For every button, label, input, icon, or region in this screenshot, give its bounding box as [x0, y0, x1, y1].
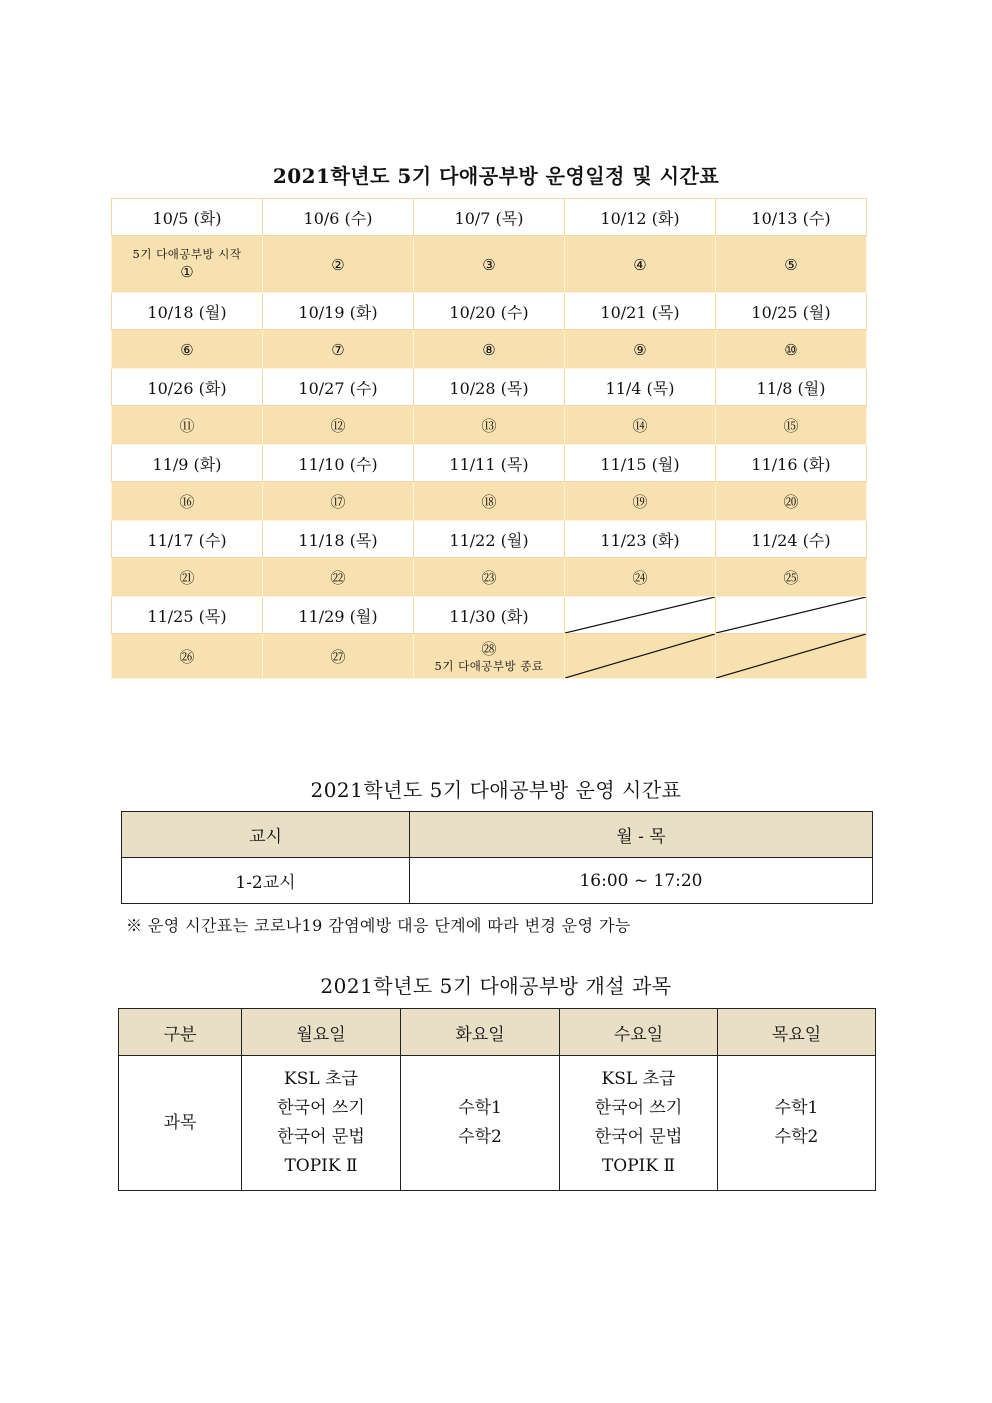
period-cell: 1-2교시 — [122, 858, 410, 904]
session-number: ㉑ — [179, 568, 195, 587]
diagonal-line — [565, 634, 715, 678]
time-table — [121, 811, 873, 904]
session-number: ③ — [482, 255, 496, 274]
date-cell: 11/15 (월) — [565, 445, 716, 482]
date-cell: 10/27 (수) — [263, 369, 414, 406]
session-row — [112, 558, 867, 597]
date-row — [112, 369, 867, 406]
tuesday-subjects — [401, 1056, 560, 1191]
date-cell: 11/30 (화) — [414, 597, 565, 634]
session-number: ㉒ — [330, 568, 346, 587]
session-number: ⑭ — [632, 416, 648, 435]
date-cell: 11/18 (목) — [263, 521, 414, 558]
date-cell: 11/24 (수) — [716, 521, 867, 558]
empty-slashed-cell — [565, 597, 716, 634]
date-row — [112, 293, 867, 330]
subject-item: 수학1 — [458, 1098, 502, 1118]
session-number: ⑬ — [481, 416, 497, 435]
subject-item: KSL 초급 — [601, 1069, 676, 1089]
session-cell — [716, 236, 867, 293]
session-number: ⑫ — [330, 416, 346, 435]
date-cell: 11/22 (월) — [414, 521, 565, 558]
subject-item: 수학2 — [458, 1127, 502, 1147]
session-number: ④ — [633, 255, 647, 274]
session-number: ⑱ — [481, 492, 497, 511]
diagonal-line — [716, 597, 866, 633]
empty-slashed-cell — [565, 634, 716, 679]
session-cell — [716, 558, 867, 597]
session-number: ⑨ — [633, 340, 647, 359]
session-cell — [414, 558, 565, 597]
subject-item: 한국어 쓰기 — [594, 1098, 683, 1118]
date-cell: 11/16 (화) — [716, 445, 867, 482]
session-row — [112, 634, 867, 679]
header-monday: 월요일 — [242, 1009, 401, 1056]
monday-subjects — [242, 1056, 401, 1191]
diagonal-line — [716, 634, 866, 678]
start-note: 5기 다애공부방 시작 — [132, 247, 242, 261]
session-number: ⑩ — [784, 340, 798, 359]
date-cell: 11/11 (목) — [414, 445, 565, 482]
session-cell — [716, 330, 867, 369]
date-cell: 11/23 (화) — [565, 521, 716, 558]
subject-item: 수학2 — [774, 1127, 819, 1147]
header-days: 월 - 목 — [410, 812, 873, 858]
session-number: ⑪ — [179, 416, 195, 435]
session-cell — [565, 330, 716, 369]
session-number: ① — [180, 263, 194, 281]
header-period: 교시 — [122, 812, 410, 858]
subject-item: TOPIK Ⅱ — [284, 1156, 358, 1176]
date-row — [112, 199, 867, 236]
date-row — [112, 445, 867, 482]
subjects-header — [119, 1009, 876, 1056]
session-row — [112, 406, 867, 445]
session-cell — [112, 406, 263, 445]
session-cell — [565, 482, 716, 521]
session-cell — [263, 406, 414, 445]
subject-item: KSL 초급 — [284, 1069, 358, 1089]
subjects-title: 2021학년도 5기 다애공부방 개설 과목 — [320, 974, 672, 998]
date-cell: 10/12 (화) — [565, 199, 716, 236]
date-row — [112, 521, 867, 558]
session-cell — [565, 558, 716, 597]
session-number: ㉔ — [632, 568, 648, 587]
time-table-title: 2021학년도 5기 다애공부방 운영 시간표 — [310, 778, 682, 802]
date-row — [112, 597, 867, 634]
header-wednesday: 수요일 — [560, 1009, 718, 1056]
subjects-row — [119, 1056, 876, 1191]
schedule-table — [111, 198, 867, 679]
session-number: ㉓ — [481, 568, 497, 587]
session-cell — [263, 330, 414, 369]
session-cell — [414, 330, 565, 369]
session-number: ⑰ — [330, 492, 346, 511]
session-number: ⑲ — [632, 492, 648, 511]
schedule-title: 2021학년도 5기 다애공부방 운영일정 및 시간표 — [272, 164, 720, 188]
time-cell: 16:00 ~ 17:20 — [410, 858, 873, 904]
date-cell: 10/18 (월) — [112, 293, 263, 330]
row-label: 과목 — [119, 1056, 242, 1191]
date-cell: 10/25 (월) — [716, 293, 867, 330]
end-note: 5기 다애공부방 종료 — [434, 659, 544, 673]
thursday-subjects — [718, 1056, 876, 1191]
date-cell: 11/9 (화) — [112, 445, 263, 482]
session-number: ⑯ — [179, 492, 195, 511]
subject-item: 수학1 — [774, 1098, 819, 1118]
session-row — [112, 330, 867, 369]
session-cell — [565, 236, 716, 293]
date-cell: 11/29 (월) — [263, 597, 414, 634]
session-number: ⑧ — [482, 340, 496, 359]
date-cell: 10/13 (수) — [716, 199, 867, 236]
session-cell — [716, 482, 867, 521]
subject-item: TOPIK Ⅱ — [601, 1156, 676, 1176]
header-tuesday: 화요일 — [401, 1009, 560, 1056]
time-table-header — [122, 812, 873, 858]
session-cell — [263, 634, 414, 679]
session-cell — [414, 406, 565, 445]
session-number: ㉘ — [481, 640, 497, 658]
session-number: ⑳ — [783, 492, 799, 511]
wednesday-subjects — [560, 1056, 718, 1191]
date-cell: 10/7 (목) — [414, 199, 565, 236]
session-cell — [414, 634, 565, 679]
session-cell — [263, 236, 414, 293]
date-cell: 11/10 (수) — [263, 445, 414, 482]
session-row — [112, 482, 867, 521]
session-cell — [263, 482, 414, 521]
date-cell: 10/5 (화) — [112, 199, 263, 236]
subject-item: 한국어 쓰기 — [277, 1098, 365, 1118]
empty-slashed-cell — [716, 634, 867, 679]
time-table-row — [122, 858, 873, 904]
date-cell: 11/17 (수) — [112, 521, 263, 558]
session-cell — [112, 558, 263, 597]
session-row — [112, 236, 867, 293]
date-cell: 10/20 (수) — [414, 293, 565, 330]
session-number: ② — [331, 255, 345, 274]
date-cell: 11/8 (월) — [716, 369, 867, 406]
header-category: 구분 — [119, 1009, 242, 1056]
session-number: ⑦ — [331, 340, 345, 359]
session-cell — [263, 558, 414, 597]
session-cell — [565, 406, 716, 445]
date-cell: 10/6 (수) — [263, 199, 414, 236]
session-number: ㉗ — [330, 647, 346, 666]
session-cell — [112, 236, 263, 293]
subjects-table — [118, 1008, 876, 1191]
date-cell: 10/21 (목) — [565, 293, 716, 330]
date-cell: 11/4 (목) — [565, 369, 716, 406]
session-number: ⑮ — [783, 416, 799, 435]
empty-slashed-cell — [716, 597, 867, 634]
header-thursday: 목요일 — [718, 1009, 876, 1056]
session-number: ㉕ — [783, 568, 799, 587]
session-cell — [414, 482, 565, 521]
session-number: ⑤ — [784, 255, 798, 274]
date-cell: 10/26 (화) — [112, 369, 263, 406]
diagonal-line — [565, 597, 715, 633]
date-cell: 10/19 (화) — [263, 293, 414, 330]
notice-text: ※ 운영 시간표는 코로나19 감염예방 대응 단계에 따라 변경 운영 가능 — [126, 916, 631, 935]
subject-item: 한국어 문법 — [277, 1127, 365, 1147]
session-cell — [716, 406, 867, 445]
session-cell — [112, 482, 263, 521]
date-cell: 10/28 (목) — [414, 369, 565, 406]
subject-item: 한국어 문법 — [594, 1127, 683, 1147]
session-number: ⑥ — [180, 340, 194, 359]
session-cell — [414, 236, 565, 293]
session-cell — [112, 634, 263, 679]
date-cell: 11/25 (목) — [112, 597, 263, 634]
session-cell — [112, 330, 263, 369]
session-number: ㉖ — [179, 647, 195, 666]
